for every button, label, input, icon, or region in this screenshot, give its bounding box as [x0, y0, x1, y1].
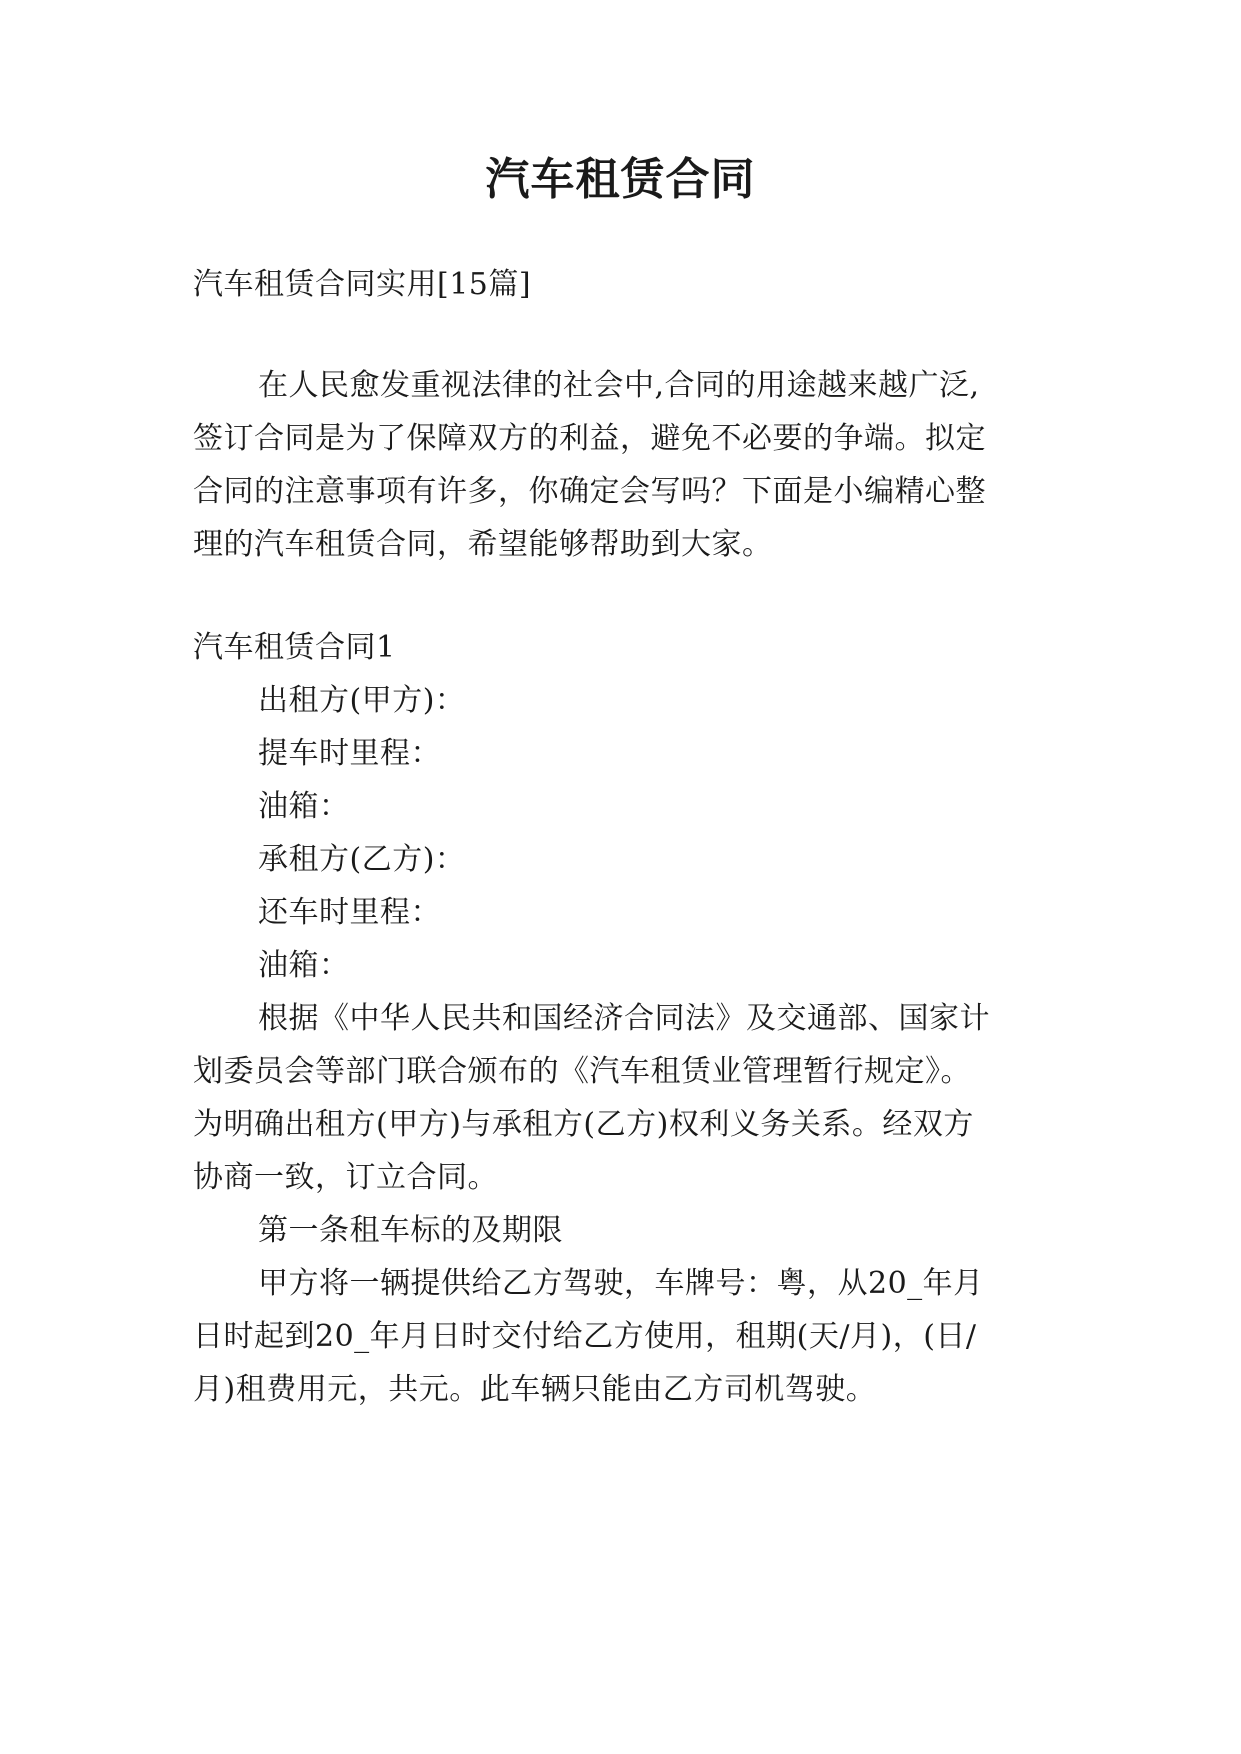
intro-line: 合同的注意事项有许多，你确定会写吗？下面是小编精心整: [193, 474, 986, 509]
basis-line: 协商一致，订立合同。: [193, 1160, 498, 1195]
field-pickup-mileage: 提车时里程：: [258, 736, 441, 771]
field-lessor: 出租方(甲方)：: [258, 683, 466, 718]
document-subtitle: 汽车租赁合同实用[15篇]: [193, 267, 532, 302]
field-return-mileage: 还车时里程：: [258, 895, 441, 930]
article-line: 甲方将一辆提供给乙方驾驶，车牌号：粤，从20_年月: [258, 1266, 984, 1301]
article-line: 日时起到20_年月日时交付给乙方使用，租期(天/月)，(日/: [193, 1319, 977, 1354]
basis-line: 根据《中华人民共和国经济合同法》及交通部、国家计: [258, 1001, 990, 1036]
section-heading: 汽车租赁合同1: [193, 630, 396, 665]
basis-line: 为明确出租方(甲方)与承租方(乙方)权利义务关系。经双方: [193, 1107, 974, 1142]
article-heading: 第一条租车标的及期限: [258, 1213, 563, 1248]
field-lessee: 承租方(乙方)：: [258, 842, 466, 877]
intro-line: 签订合同是为了保障双方的利益，避免不必要的争端。拟定: [193, 421, 986, 456]
intro-line: 理的汽车租赁合同，希望能够帮助到大家。: [193, 527, 773, 562]
basis-line: 划委员会等部门联合颁布的《汽车租赁业管理暂行规定》。: [193, 1054, 971, 1089]
field-fuel-tank: 油箱：: [258, 948, 350, 983]
article-line: 月)租费用元，共元。此车辆只能由乙方司机驾驶。: [193, 1372, 877, 1407]
document-title: 汽车租赁合同: [485, 154, 756, 205]
intro-line: 在人民愈发重视法律的社会中,合同的用途越来越广泛,: [258, 368, 980, 403]
field-fuel-tank: 油箱：: [258, 789, 350, 824]
